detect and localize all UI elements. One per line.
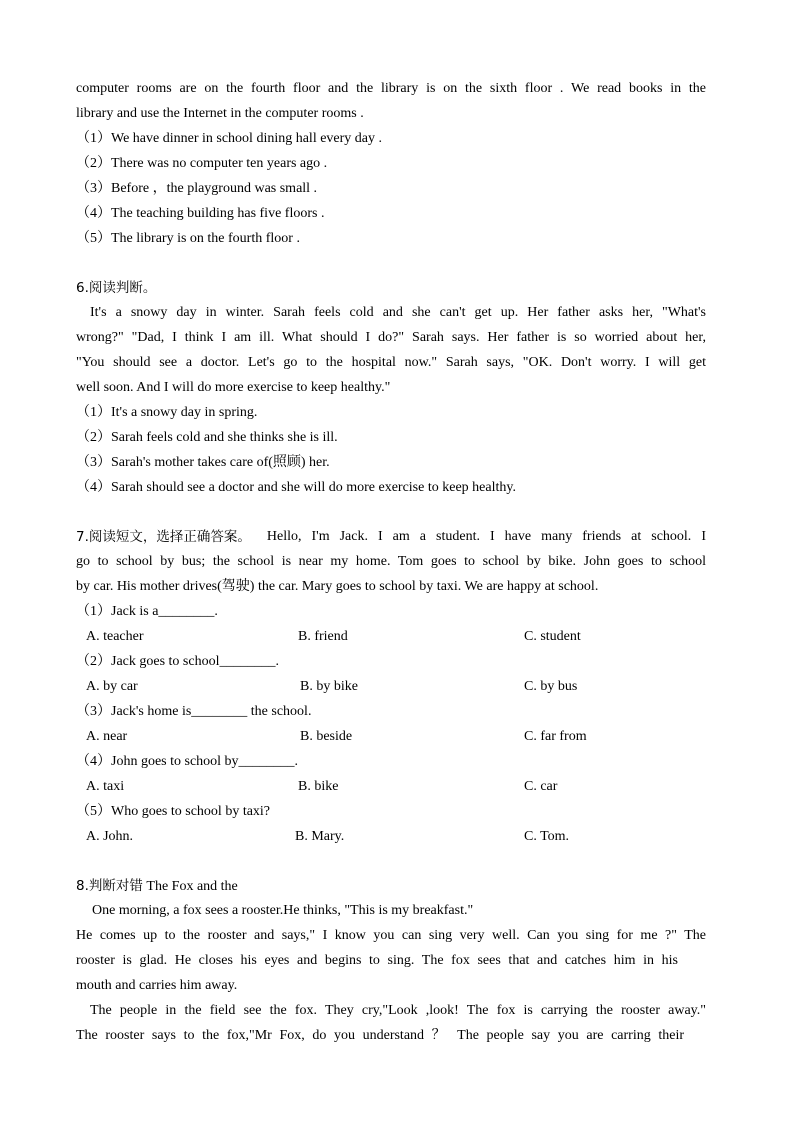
- q8-heading-cn: 8.判断对错: [76, 878, 143, 894]
- intro-line-1: computer rooms are on the fourth floor and the library is on the sixth floor . We read books in the: [76, 81, 706, 96]
- q8-passage-line-6: The rooster says to the fox,"Mr Fox, do you understand ？ The people say you are carring their: [76, 1028, 684, 1043]
- q7-question-3: （3）Jack's home is________ the school.: [76, 704, 312, 719]
- q7-options-5: [76, 826, 706, 851]
- q8-heading-en: The Fox and the: [142, 879, 238, 894]
- q7-heading: 7.阅读短文，选择正确答案。: [76, 529, 251, 545]
- q7-options-4: [76, 776, 706, 801]
- q8-passage-line-4: mouth and carries him away.: [76, 978, 238, 993]
- q5-item-5: （5）The library is on the fourth floor .: [76, 231, 300, 246]
- q8-heading: [76, 875, 706, 900]
- q6-item-1: （1）It's a snowy day in spring.: [76, 405, 258, 420]
- q6-item-4: （4）Sarah should see a doctor and she will do more exercise to keep healthy.: [76, 480, 516, 495]
- q6-passage-line-3: "You should see a doctor. Let's go to the hospital now." Sarah says, "OK. Don't worry. I will get: [76, 355, 706, 370]
- q7-option-4b[interactable]: B. bike: [298, 779, 339, 794]
- q7-option-3c[interactable]: C. far from: [524, 729, 587, 744]
- q8-passage-line-1: One morning, a fox sees a rooster.He thinks, "This is my breakfast.": [92, 903, 474, 918]
- q7-first-line: [76, 526, 706, 551]
- q5-item-3: （3）Before ，the playground was small .: [76, 181, 318, 196]
- worksheet-page: [76, 78, 706, 1050]
- q7-option-1c[interactable]: C. student: [524, 629, 581, 644]
- q7-passage-line-3: by car. His mother drives(驾驶) the car. Mary goes to school by taxi. We are happy at school.: [76, 579, 599, 594]
- q5-item-1: （1）We have dinner in school dining hall every day .: [76, 131, 383, 146]
- q7-option-5c[interactable]: C. Tom.: [524, 829, 570, 844]
- q7-question-1: （1）Jack is a________.: [76, 604, 218, 619]
- q7-option-3b[interactable]: B. beside: [300, 729, 353, 744]
- q5-item-2: （2）There was no computer ten years ago .: [76, 156, 328, 171]
- q7-option-1b[interactable]: B. friend: [298, 629, 348, 644]
- q7-question-5: （5）Who goes to school by taxi?: [76, 804, 271, 819]
- q6-item-2: （2）Sarah feels cold and she thinks she is ill.: [76, 430, 338, 445]
- q7-option-4a[interactable]: A. taxi: [86, 779, 125, 794]
- q7-options-3: [76, 726, 706, 751]
- q7-option-3a[interactable]: A. near: [86, 729, 128, 744]
- q8-passage-line-3: rooster is glad. He closes his eyes and begins to sing. The fox sees that and catches him in his: [76, 953, 678, 968]
- q7-option-4c[interactable]: C. car: [524, 779, 558, 794]
- q6-item-3: （3）Sarah's mother takes care of(照顾) her.: [76, 455, 330, 470]
- q7-option-2b[interactable]: B. by bike: [300, 679, 358, 694]
- q8-passage-line-5: The people in the field see the fox. They cry,"Look ,look! The fox is carrying the rooster away.": [90, 1003, 706, 1018]
- q7-passage-line-2: go to school by bus; the school is near my home. Tom goes to school by bike. John goes to school: [76, 554, 706, 569]
- q6-passage-line-4: well soon. And I will do more exercise to keep healthy.": [76, 380, 391, 395]
- q7-options-1: [76, 626, 706, 651]
- q8-passage-line-2: He comes up to the rooster and says," I know you can sing very well. Can you sing for me ?" The: [76, 928, 706, 943]
- q7-question-2: （2）Jack goes to school________.: [76, 654, 279, 669]
- q7-option-2c[interactable]: C. by bus: [524, 679, 578, 694]
- q5-item-4: （4）The teaching building has five floors .: [76, 206, 325, 221]
- q7-option-5b[interactable]: B. Mary.: [295, 829, 345, 844]
- q6-passage-line-2: wrong?" "Dad, I think I am ill. What should I do?" Sarah says. Her father is so worried about her,: [76, 330, 706, 345]
- q7-question-4: （4）John goes to school by________.: [76, 754, 299, 769]
- q7-options-2: [76, 676, 706, 701]
- q6-heading: 6.阅读判断。: [76, 280, 157, 296]
- q7-option-1a[interactable]: A. teacher: [86, 629, 144, 644]
- q6-passage-line-1: It's a snowy day in winter. Sarah feels cold and she can't get up. Her father asks her, "What's: [90, 305, 706, 320]
- q7-option-5a[interactable]: A. John.: [86, 829, 134, 844]
- q7-option-2a[interactable]: A. by car: [86, 679, 138, 694]
- q7-passage-line-1: Hello, I'm Jack. I am a student. I have many friends at school. I: [266, 529, 706, 544]
- intro-line-2: library and use the Internet in the computer rooms .: [76, 106, 364, 121]
